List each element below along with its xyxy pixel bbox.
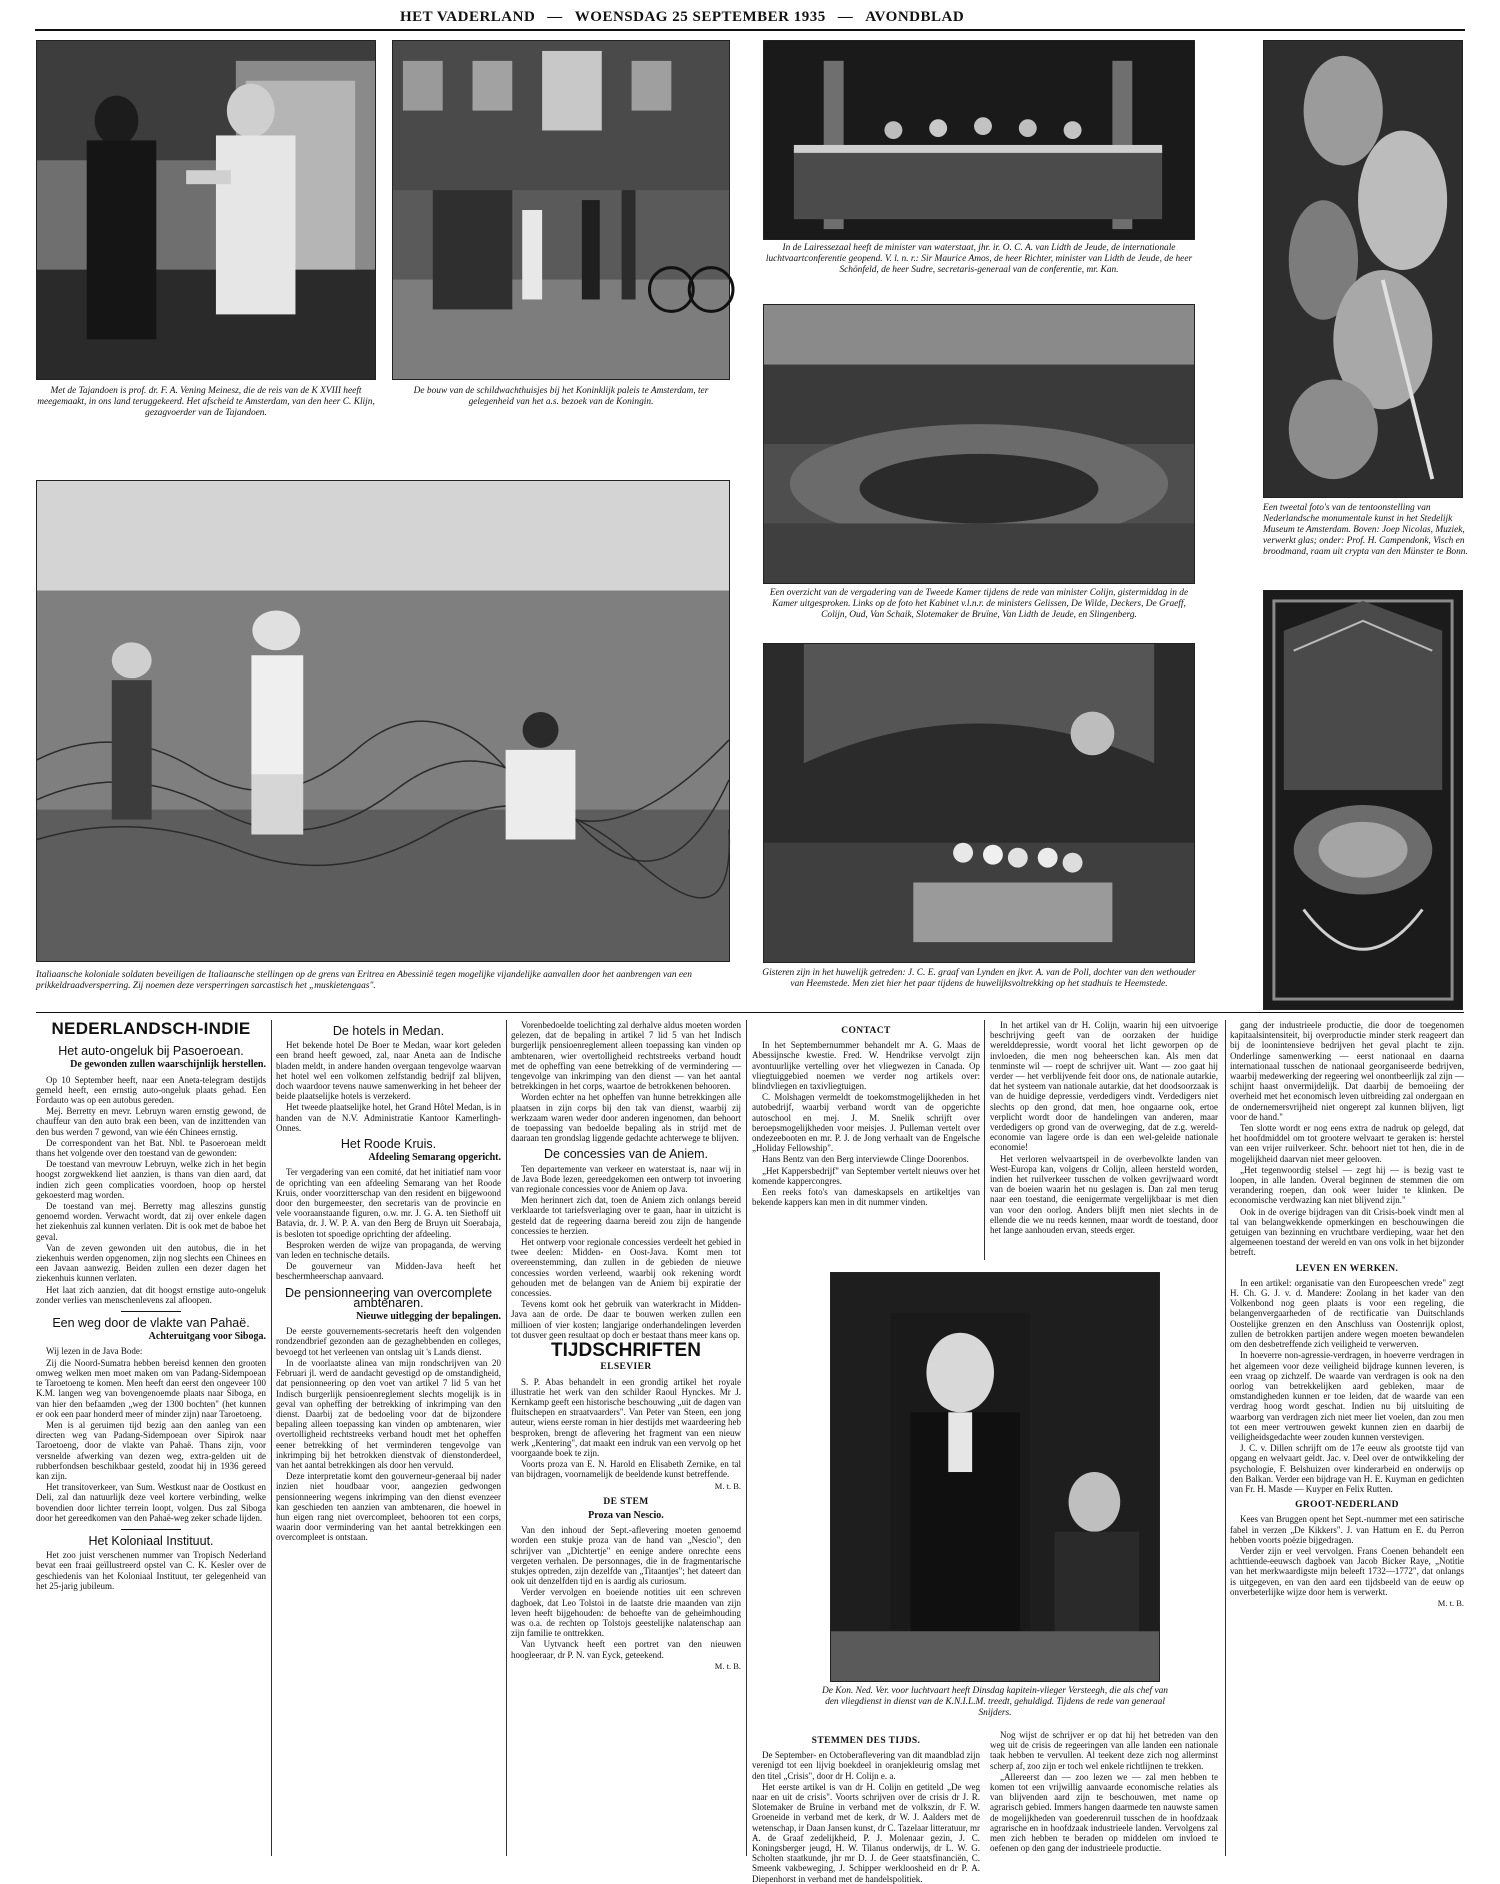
magazine-name-leven-en-werken: LEVEN EN WERKEN. [1295,1263,1399,1274]
photo-italiaansche-soldaten [36,480,730,962]
column-nederlandsch-indie [36,1020,266,1856]
paragraph: Men herinnert zich dat, toen de Aniem zich onlangs bereid verklaarde tot tariefsverlaging over te gaan, haar in uitzicht is gesteld dat de regeering daarna bereid zou zijn de hangende concessies te herzien. [511,1195,741,1236]
paper-name: HET VADERLAND [400,8,536,25]
paragraph: Mej. Berretty en mevr. Lebruyn waren ernstig gewond, de chauffeur van den auto brak een been, van de inzittenden van den bus werden 7 gewond, van wie één Chinees ernstig. [36,1106,266,1137]
column-rule [1225,1020,1226,1856]
photo-huwelijk-heemstede [763,643,1195,963]
caption-kunst: Een tweetal foto's van de tentoonstelling van Nederlandsche monumentale kunst in het Stedelijk Museum te Amsterdam. Boven: Joep Nicolas, Muziek, verwerkt glas; onder: Prof. H. Campendonk, Visch en broodmand, raam uit crypta van den Münster te Bonn. [1263,503,1468,557]
paragraph: Van den inhoud der Sept.-aflevering moeten genoemd worden een stukje proza van de hand van „Nescio", den schrijver van „Dichtertje" en eenige andere onrechte eens vergeten verhalen. De personnages, die in de fragmentarische stukjes optreden, zijn dezelfde van „Titaantjes"; het dateert dan ook uit denzelfden tijd en is aardig als curiosum. [511,1525,741,1587]
column-hotels-medan [276,1020,501,1856]
issue-date: WOENSDAG 25 SEPTEMBER 1935 [574,8,826,25]
paragraph: Het transitoverkeer, van Sum. Westkust naar de Oostkust en Deli, zal dan natuurlijk deze veel kortere verbinding, welke bovendien door lichter terrein loopt, volgen. Dus zal Siboga door het gereedkomen van den Pahaë-weg zeker schade lijden. [36,1482,266,1523]
caption-huwelijk: Gisteren zijn in het huwelijk getreden: J. C. E. graaf van Lynden en jkvr. A. van de Poll, dochter van den wethouder van Heemstede. Men ziet hier het paar tijdens de huwelijksvoltrekking op het stadhuis te Heemstede. [762,968,1196,989]
article-title-pensionneering: De pensionneering van overcomplete ambtenaren. [284,1285,493,1310]
photo-glaskunst-visch [1263,590,1463,1010]
masthead-separator: — [547,8,563,25]
paragraph: De toestand van mevrouw Lebruyn, welke zich in het begin hoogst zorgwekkend liet aanzien, is thans van dien aard, dat indien zich geen complicaties voordoen, hoop op herstel gekoesterd mag worden. [36,1159,266,1200]
column-rule [746,1020,747,1856]
article-title-koloniaal-instituut: Het Koloniaal Instituut. [88,1533,214,1548]
article-title-concessies: De concessies van de Aniem. [544,1147,708,1162]
paragraph: Van de zeven gewonden uit den autobus, die in het ziekenhuis werden opgenomen, zijn nog slechts een Chinees en een Javaan aanwezig. Beiden zullen een dezer dagen het ziekenhuis kunnen verlaten. [36,1242,266,1284]
caption-tajandoen: Met de Tajandoen is prof. dr. F. A. Vening Meinesz, die de reis van de K XVIII heeft meegemaakt, in ons land teruggekeerd. Het afscheid te Amsterdam, van den heer C. Klijn, gezagvoerder van de Tajandoen. [37,386,375,418]
caption-lairessezaal: In de Lairessezaal heeft de minister van waterstaat, jhr. ir. O. C. A. van Lidth de Jeude, de internationale luchtvaartconferentie geopend. V. l. n. r.: Sir Maurice Amos, de heer Richter, minister van Lidth de Jeude, de heer Schönfeld, de heer Sudre, secretaris-generaal van de conferentie, mr. Kan. [765,243,1193,275]
section-title-tijdschriften: TIJDSCHRIFTEN [551,1340,701,1362]
paragraph: Op 10 September heeft, naar een Aneta-telegram destijds gemeld heeft, een ernstig auto-ongeluk plaats gehad. Een Fordauto was op een autobus gereden. [36,1074,266,1106]
paragraph: Kees van Bruggen opent het Sept.-nummer met een satirische fabel in verzen „De Kikkers". J. van Hattum en E. du Perron hebben voorts poëzie bijgedragen. [1230,1514,1464,1545]
paragraph: Ook in de overige bijdragen van dit Crisis-boek vindt men al tal van belangwekkende opmerkingen en beschouwingen die getuigen van bezinning en vruchtbare verdieping, waar het den algemeenen toestand der wereld en van ons volk in het bijzonder betreft. [1230,1206,1464,1258]
paragraph: De gouverneur van Midden-Java heeft het beschermheerschap aanvaard. [276,1261,501,1282]
article-subtitle: Nieuwe uitlegging der bepalingen. [356,1311,501,1323]
paragraph: Het tweede plaatselijke hotel, het Grand Hôtel Medan, is in handen van de N.V. Administratie Kantoor Kamerlingh-Onnes. [276,1102,501,1133]
paragraph: In een artikel: organisatie van den Europeeschen vrede" zegt H. Ch. G. J. v. d. Mandere: Zoolang in het kader van den Volkenbond nog geen plaats is voor een regeling, die belangenvergaarheden of de rectificatie van Duitschlands Oostelijke grenzen en den Anschluss van Oostenrijk oplost, zullen de betrokken partijen andere wegen moeten bewandelen om den desbetreffende zich veiligheid te verwerven. [1230,1277,1464,1350]
paragraph: Ter vergadering van een comité, dat het initiatief nam voor de oprichting van een afdeeling Semarang van het Roode Kruis, onder voorzitterschap van den resident en bijgewoond door den burgemeester, den secretaris van de provincie en vele vooraanstaande figuren, o.w. mr. J. G. A. ten Siethoff uit Batavia, dr. J. W. P. A. van den Berg de Bruyn uit Soerabaja, is besloten tot spoedige oprichting der afdeeling. [276,1167,501,1239]
paragraph: Het zoo juist verschenen nummer van Tropisch Nederland bevat een fraai geïllustreerd opstel van C. K. Kesler over de geschiedenis van het Koloniaal Instituut, ter gelegenheid van het 25-jarig jubileum. [36,1550,266,1591]
caption-versteegh: De Kon. Ned. Ver. voor luchtvaart heeft Dinsdag kapitein-vlieger Versteegh, die als chef van den vliegdienst in dienst van de K.N.I.L.M. treedt, gehuldigd. Tijdens de rede van generaal Snijders. [821,1686,1168,1718]
magazine-name-groot-nederland: GROOT-NEDERLAND [1295,1500,1399,1511]
masthead-rule [35,29,1465,31]
section-title: NEDERLANDSCH-INDIE [51,1019,251,1038]
paragraph: Het ontwerp voor regionale concessies verdeelt het gebied in twee deelen: Midden- en Oost-Java. Komt men tot overeenstemming, dan zullen in de gebieden de nieuwe concessies worden verleend, waarbij ook rekening wordt gehouden met de belangen van de Aniem bij expiratie der concessies. [511,1237,741,1299]
caption-tweede-kamer: Een overzicht van de vergadering van de Tweede Kamer tijdens de rede van minister Colijn, gistermiddag in de Kamer uitgesproken. Links op de foto het Kabinet v.l.n.r. de ministers Gelissen, De Wilde, Deckers, De Graeff, Colijn, Oud, Van Schaik, Slotemaker de Bruïne, Van Lidth de Jeude, en Slingenberg. [769,588,1189,620]
paragraph: Hans Bentz van den Berg interviewde Clinge Doorenbos. [762,1154,969,1165]
paragraph: In hoeverre non-agressie-verdragen, in hoeverre verdragen in het algemeen voor deze veiligheid bijdrage kunnen leveren, is een vraag op zichzelf. De waarde van verdragen is ook na den oorlog van betrekkelijken aard gebleken, maar de omstandigheden kunnen er toe leiden, dat de waarde van een verdrag hoog wordt geschat. Indien nu bij uitsluiting de waarborg van verdragen zich niet meer liet voelen, dan zou men tot een meer vertrouwen gewekt kunnen zien en daarbij de veiligheidsgedachte weer zouden kunnen verstevigen. [1230,1350,1464,1442]
paragraph: Wij lezen in de Java Bode: [46,1346,143,1357]
paragraph: Het verloren welvaartspeil in de overbevolkte landen van West-Europa kan, volgens dr Colijn, alleen hersteld worden, indien het ruilverkeer tusschen de volken gevrijwaard wordt van de boeien waarin het nu geslagen is. Dan zal men terug naar een toestand, die eenigermate vergelijkbaar is met dien van voor den oorlog. Anders blijft men niet slechts in de ellende die we nu reeds kennen, maar wordt de toestand, door het lange aanhouden ervan, steeds erger. [990,1153,1218,1236]
signature: M. t. B. [714,1660,741,1671]
photo-tweede-kamer [763,304,1195,584]
photo-schildwachthuisjes [392,40,730,380]
paragraph: Vorenbedoelde toelichting zal derhalve aldus moeten worden gelezen, dat de bepaling in artikel 7 lid 5 van het Indisch burgerlijk pensioenreglement alleen toepassing kan vinden op ambtenaren, wier overtolligheid rechtstreeks verband houdt met de opheffing van eene betrekking of de vermindering — tengevolge van inkrimping van den dienst — van het aantal betrekkingen in het corps, waartoe de betrokkenen behooren. [511,1020,741,1092]
column-colijn-crisis [990,1020,1218,1260]
article-subtitle: Afdeeling Semarang opgericht. [368,1152,501,1164]
paragraph: „Allereerst dan — zoo lezen we — zal men hebben te komen tot een vrijwillig aanvaarde economische relaties als van blijvenden aard zijn te beschouwen, met name op agrarisch gebied. Immers hangen daarmede ten nauwste samen de mogelijkheden van goederenruil tusschen de in hoofdzaak agrarische en in hoofdzaak industrieele landen. Vervolgens zal men zich hebben te beraden op middelen om invloed te oefenen op den gang der industrieele productie. [990,1771,1218,1854]
paragraph: Ten departemente van verkeer en waterstaat is, naar wij in de Java Bode lezen, gereedgekomen een ontwerp tot invoering van regionale concessies voor de Aniem op Java. [511,1163,741,1195]
caption-italiaansche-soldaten: Italiaansche koloniale soldaten beveiligen de Italiaansche stellingen op de grens van Eritrea en Abessinië tegen mogelijke vijandelijke aanvallen door het aanbrengen van een prikkeldraadversperring. Zij noemen deze versperringen sarcastisch het „muskietengaas". [36,970,692,991]
paragraph: C. Molshagen vermeldt de toekomstmogelijkheden in het autobedrijf, waarbij verband wordt van de opgerichte autoschool en mej. J. M. Snelik schrijft over beroepsmogelijkheden voor meisjes. J. Pulleman vertelt over ondezeebooten en mr. P. J. de Jong verhaalt van de Engelsche „Holiday Fellowship". [752,1092,980,1154]
column-leven-en-werken [1230,1020,1464,1856]
paragraph: De September- en Octoberaflevering van dit maandblad zijn verenigd tot een lijvig boekdeel in oranjekleurig omslag met den titel „Crisis", door dr H. Colijn e. a. [752,1750,980,1781]
paragraph: gang der industrieele productie, die door de toegenomen kapitaalsintensiteit, bij overproductie minder sterk reageert dan bij de loonintensieve bedrijven het geval placht te zijn. Onderlinge samenwerking — eerst nationaal en daarna internationaal tusschen de nationaal georganiseerde bedrijven, waarbij medewerking der regeering wel onontbeerlijk zal zijn — schijnt haast onvermijdelijk. Dat daarbij de bemoeiing der overheid met het economisch leven uitbreiding zal ondergaan en de ondernemersvrijheid niet ongerept zal kunnen blijven, ligt voor de hand." [1230,1020,1464,1122]
paragraph: De eerste gouvernements-secretaris heeft den volgenden rondzendbrief gezonden aan de gezaghebbenden en colleges, bevoegd tot het verleenen van ontslag uit 's Lands dienst. [276,1326,501,1357]
paragraph: Tevens komt ook het gebruik van waterkracht in Midden-Java aan de orde. De daar te bouwen werken zullen een millioen of vier kosten; langjarige onderhandelingen leverden tot dusver geen resultaat op doch er bestaat thans meer kans op. [511,1299,741,1340]
column-concessies-tijdschriften [511,1020,741,1856]
paragraph: Het laat zich aanzien, dat dit hoogst ernstige auto-ongeluk zonder verlies van menschenlevens zal afloopen. [36,1284,266,1305]
article-divider [121,1529,181,1530]
photo-tajandoen [36,40,376,380]
magazine-name-contact: CONTACT [841,1026,891,1036]
article-subtitle: Achteruitgang voor Siboga. [148,1331,266,1343]
paragraph: „Het Kappersbedrijf" van September vertelt nieuws over het komende kappercongres. [752,1165,980,1186]
paragraph: „Het tegenwoordig stelsel — zegt hij — is bezig vast te loopen, in alle landen. Overal beginnen de stemmen die om verandering roepen, dan ook weer luider te klinken. De economische verdwazing kan niet blijvend zijn." [1230,1164,1464,1206]
signature: M. t. B. [714,1480,741,1491]
paragraph: Ten slotte wordt er nog eens extra de nadruk op gelegd, dat het hoofdmiddel om tot grootere welvaart te geraken is: herstel van een vrijer ruilverkeer. Schr. behoort niet tot hen, die in de mogelijkheid daarvan niet meer gelooven. [1230,1123,1464,1164]
paragraph: Het eerste artikel is van dr H. Colijn en getiteld „De weg naar en uit de crisis". Voorts schrijven over de crisis dr J. R. Slotemaker de Bruïne in verband met de volkszin, dr F. W. Groeneide in verband met de kerk, dr W. J. Aalders met de wetenschap, ir Daan Jansen kunst, dr C. Tazelaar litteratuur, mr A. de Graaf zedelijkheid, P. J. Molenaar gezin, J. C. Koningsberger jeugd, H. W. Tilanus onderwijs, dr L. W. G. Scholten staatkunde, jhr mr D. J. de Geer staatsfinanciën, C. Smeenk vakbeweging, J. Schipper werkloosheid en dr P. A. Diepenhorst in verband met de handelspolitiek. [752,1781,981,1884]
masthead-separator: — [837,8,854,25]
paragraph: De correspondent van het Bat. Nbl. te Pasoeroean meldt thans het volgende over den toestand van de gewonden: [36,1137,266,1159]
paragraph: De toestand van mej. Berretty mag alleszins gunstig genoemd worden. Verwacht wordt, dat zij over enkele dagen het ziekenhuis zal kunnen verlaten. Dit is ook met de baboe het geval. [36,1201,266,1242]
magazine-name-elsevier: ELSEVIER [600,1362,652,1373]
article-title-hotels: De hotels in Medan. [332,1024,445,1038]
paragraph: Worden echter na het opheffen van hunne betrekkingen alle plaatsen in zijn corps bij den tak van dienst, waarbij zij werkzaam waren weder door anderen ingenomen, dan behoort de toepassing van bedoelde bepaling als in strijd met de daaraan ten grondslag liggende gedachte achterwege te blijven. [511,1092,741,1144]
edition-name: AVONDBLAD [865,8,965,25]
column-rule [506,1020,507,1856]
section-rule [36,1012,1464,1013]
magazine-name-stemmen-des-tijds: STEMMEN DES TIJDS. [811,1736,921,1746]
paragraph: Voorts proza van E. N. Harold en Elisabeth Zernike, en tal van bijdragen, voornamelijk de beeldende kunst betreffende. [511,1459,741,1480]
signature: M. t. B. [1437,1597,1464,1608]
article-subtitle: Proza van Nescio. [588,1509,664,1521]
column-colijn-vervolg [990,1730,1218,1856]
photo-glaskunst-muziek [1263,40,1463,498]
paragraph: Verder vervolgen en boeiende notities uit een schreven dagboek, dat Leo Tolstoi in de laatste drie maanden van zijn leven heeft bijgehouden: de behoefte van de geheimhouding was o.a. de rechten op Tolstojs geestelijke nalatenschap aan zijn familie te onttrekken. [511,1587,741,1639]
column-rule [271,1020,272,1856]
magazine-name-de-stem: DE STEM [603,1496,649,1507]
masthead [20,6,1480,28]
article-title-roode-kruis: Het Roode Kruis. [340,1137,437,1152]
paragraph: Verder zijn er veel vervolgen. Frans Coenen behandelt een achttiende-eeuwsch dagboek van Jacob Bicker Raye, „Notitie van het merkwaardigste mijn beleeft 1732—1772", dat onlangs is uitgegeven, en van den aard een tijdsbeeld van de eeuw op onverbeterlijke wijze door hem is verwerkt. [1230,1545,1464,1597]
article-title-auto-ongeluk: Het auto-ongeluk bij Pasoeroean. [58,1044,244,1059]
paragraph: J. C. v. Dillen schrijft om de 17e eeuw als grootste tijd van opgang en welvaart geldt. Jac. v. Deel over de ontwikkeling der psychologie, F. Belshuizen over kinderarbeid en onderwijs op den Balkan. Verder een bijdrage van H. E. Kuyman en gedichten van Fr. H. Masde — Kuyper en Felix Rutten. [1230,1443,1464,1494]
paragraph: In het Septembernummer behandelt mr A. G. Maas de Abessijnsche kwestie. Fred. W. Hendrikse vervolgt zijn avontuurlijke vertelling over het vliegwezen in Canada. Op vliegtuiggebied noemen we verder nog artikels over: blindvliegen en taxivliegtuigen. [752,1040,980,1092]
paragraph: In het artikel van dr H. Colijn, waarin hij een uitvoerige beschrijving geeft van de oorzaken der huidige werelddepressie, wordt vooral het licht geworpen op de invloeden, die men nog beheerschen kan. Als men dat tenminste wil — roept de schrijver uit. Want — zoo gaat hij verder — het verblijvende feit door ons, de nationale autarkie, dat het systeem van nationale autarkie, dat het doodsoorzaak is van de huidige depressie, verdedigers vindt. Verdedigers niet slechts op den grond, dat men, hoe ongaarne ook, ertoe verplicht wordt door de handelingen van anderen, maar verdedigers op grond van de overweging, dat de z.g. wereld-economie van lagere orde is dan een wel-geleide nationale economie! [990,1020,1218,1153]
paragraph: Van Uytvanck heeft een portret van den nieuwen hoogleeraar, dr P. N. van Eyck, geteekend. [511,1639,741,1660]
article-subtitle: De gewonden zullen waarschijnlijk herstellen. [70,1059,266,1071]
paragraph: Deze interpretatie komt den gouverneur-generaal bij nader inzien niet houdbaar voor, aangezien gedwongen pensionneering wegens inkrimping van den dienst evenzeer kan geschieden ten aanzien van ambtenaren, die hoewel in hun eigen rang niet overcompleet, behooren tot een corps, waarin door vermindering van het aantal betrekkingen een overcompleet is ontstaan. [276,1471,501,1543]
paragraph: Besproken werden de wijze van propaganda, de werving van leden en technische details. [276,1239,501,1261]
column-rule [984,1020,985,1260]
paragraph: Men is al geruimen tijd bezig aan den aanleg van een directen weg van Padang-Sidempoean over Sipirok naar Taroetoeng, door de vlakte van Pahaë. Thans zijn, voor versnelde afwerking van dezen weg, extra-gelden uit de rubberfondsen beschikbaar gesteld, zoodat hij in 1936 gereed kan zijn. [36,1419,266,1481]
photo-lairessezaal [763,40,1195,240]
paragraph: Een reeks foto's van dameskapsels en artikeltjes van bekende kappers kan men in dit nummer vinden. [752,1187,980,1208]
photo-versteegh [830,1272,1160,1682]
column-contact [752,1020,980,1260]
paragraph: Nog wijst de schrijver er op dat hij het betreden van den weg uit de crisis de regeeringen van alle landen een nationale taak hebben te vervullen. Al teekent deze zich nog allerminst scherp af, zoo zijn er toch wel enkele richtlijnen te trekken. [990,1730,1218,1771]
article-divider [121,1311,181,1312]
caption-schildwachthuisjes: De bouw van de schildwachthuisjes bij het Koninklijk paleis te Amsterdam, ter gelegenheid van het a.s. bezoek van de Koningin. [413,386,709,407]
column-stemmen-des-tijds [752,1730,981,1884]
article-title-weg-pahae: Een weg door de vlakte van Pahaë. [52,1316,250,1331]
paragraph: S. P. Abas behandelt in een grondig artikel het royale illustratie het werk van den schilder Raoul Hynckes. Mr J. Kernkamp geeft een historische beschouwing „uit de dagen van fluitschepen en straatvaarders". Van Peter van Steen, een jong auteur, wiens eerste roman in hier destijds met waardeering heb besproken, brengt de aflevering het fragment van een nieuw werk „Kentering", dat maakt een indruk van een vervolg op het voorgaande boek te zijn. [511,1376,741,1458]
paragraph: Zij die Noord-Sumatra hebben bereisd kennen den grooten omweg welken men moet maken om van Padang-Sidempoean te Taroetoeng te komen. Men heeft dan eerst den ongeveer 100 K.M. langen weg van bovengenoemde plaats naar Siboga, en van hier den befaamden „weg der 1300 bochten" (het kunnen er ook een paar honderd meer of minder zijn) naar Taroetoeng. [36,1357,266,1419]
paragraph: In de voorlaatste alinea van mijn rondschrijven van 20 Februari jl. werd de aandacht gevestigd op de omstandigheid, dat pensionneering op den voet van artikel 7 lid 5 van het Indisch burgerlijk pensioenreglement slechts mogelijk is in geval van opheffing der betrekking of inkrimping van den dienst. Daarbij zat de bedoeling voor dat de bijzondere bepaling alleen toepassing kan vinden op ambtenaren, wier overtolligheid rechtstreeks verband houdt met het opheffen eener betrekking of het verminderen tengevolge van inkrimping bij het betrokken dienstvak of dienstonderdeel, van het aantal betrekkingen als door hen vervuld. [276,1357,501,1470]
paragraph: Het bekende hotel De Boer te Medan, waar kort geleden een brand heeft gewoed, zal, naar Aneta aan de Indische bladen meldt, in andere handen overgaan tengevolge waarvan het hotel wel een volkomen zelfstandig bedrijf zal blijven, doch waardoor tevens nauwe samenwerking in het beheer der beide plaatselijke hotels is verzekerd. [276,1040,501,1102]
